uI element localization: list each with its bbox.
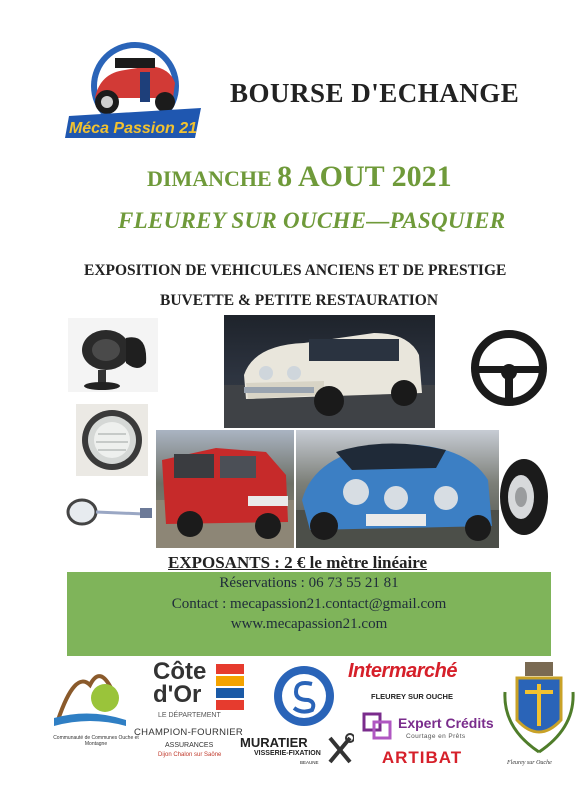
date-main: 8 AOUT 2021	[277, 160, 452, 193]
communaute-caption: Communauté de Communes Ouche et Montagne	[53, 735, 139, 747]
assurances-towns: Dijon Chalon sur Saône	[158, 752, 222, 758]
communaute-logo	[50, 660, 130, 732]
assurances-label: ASSURANCES	[165, 742, 214, 749]
refreshments-line: BUVETTE & PETITE RESTAURATION	[160, 292, 439, 309]
exhibition-line: EXPOSITION DE VEHICULES ANCIENS ET DE PRESTIGE	[84, 262, 507, 279]
tire-photo	[497, 455, 551, 539]
website-link[interactable]: www.mecapassion21.com	[230, 616, 388, 632]
expert-credits-logo: Expert Crédits	[398, 715, 494, 731]
event-title: BOURSE D'ECHANGE	[230, 78, 520, 108]
intermarche-logo: Intermarché	[348, 660, 457, 682]
blue-car-photo	[296, 430, 499, 548]
securite-badge-logo	[272, 664, 336, 728]
champion-fournier: CHAMPION-FOURNIER	[134, 727, 244, 738]
fleurey-caption: Fleurey sur Ouche	[507, 760, 552, 766]
fleurey-coat-of-arms	[503, 662, 575, 758]
cote-dor-text: Côte d'Or	[153, 658, 207, 708]
exhibitor-price: EXPOSANTS : 2 € le mètre linéaire	[168, 553, 428, 572]
cote-dor-subtitle: LE DÉPARTEMENT	[158, 712, 221, 719]
meca-passion-21-logo	[55, 38, 215, 146]
date-prefix: DIMANCHE	[147, 166, 278, 191]
contact-email[interactable]: Contact : mecapassion21.contact@gmail.com	[171, 596, 447, 612]
artibat-logo: ARTIBAT	[368, 748, 476, 774]
muratier-logo: MURATIER	[240, 735, 308, 750]
intermarche-subtitle: FLEUREY SUR OUCHE	[371, 692, 453, 701]
club-logo-text: Méca Passion 21	[68, 120, 198, 137]
muratier-city: BEAUNE	[300, 760, 319, 765]
muratier-subtitle: VISSERIE-FIXATION	[254, 750, 321, 757]
expert-credits-subtitle: Courtage en Prêts	[406, 733, 466, 740]
white-car-photo	[224, 315, 435, 428]
red-car-photo	[156, 430, 294, 548]
cote-dor-emblem	[216, 664, 244, 712]
expert-credits-icon	[362, 712, 394, 742]
tools-icon	[326, 732, 354, 766]
event-place: FLEUREY SUR OUCHE—PASQUIER	[118, 208, 506, 233]
event-date	[147, 160, 452, 194]
contact-box	[67, 572, 551, 656]
horn-photo	[68, 318, 158, 392]
steering-wheel-photo	[466, 328, 552, 408]
headlamp-photo	[76, 404, 148, 476]
mirror-photo	[64, 492, 156, 534]
cote-dor-logo	[153, 660, 213, 706]
reservation-phone: Réservations : 06 73 55 21 81	[219, 575, 399, 591]
